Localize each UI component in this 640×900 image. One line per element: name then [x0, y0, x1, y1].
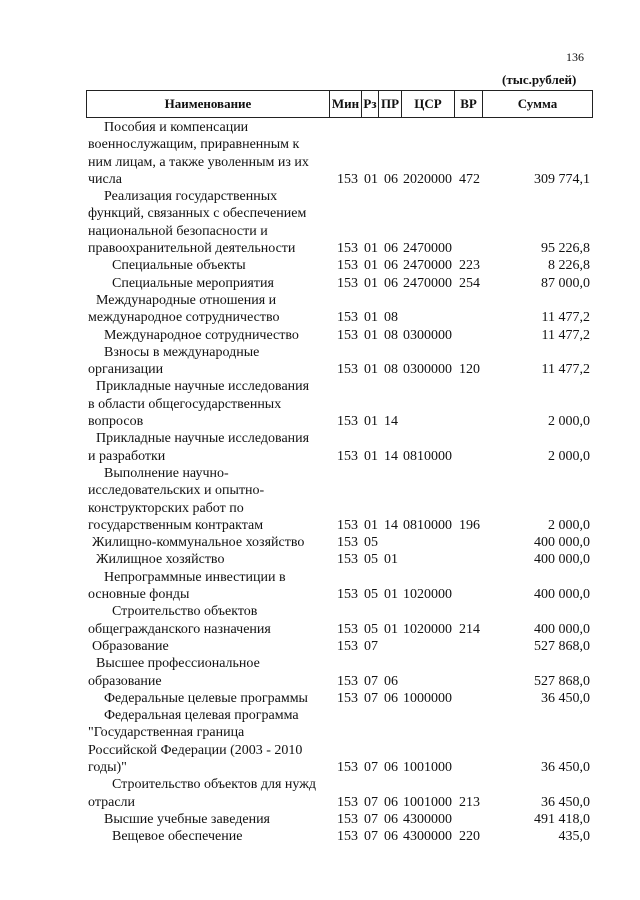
row-name — [88, 188, 334, 257]
code-rz: 01 — [364, 517, 378, 533]
code-vr: 214 — [459, 621, 480, 637]
code-csr: 2470000 — [403, 275, 452, 291]
code-pr: 06 — [384, 241, 398, 257]
row-sum: 2 000,0 — [548, 414, 590, 430]
code-rz: 01 — [364, 258, 378, 274]
row-name-line: Прикладные научные исследования — [96, 431, 310, 447]
row-name-line: общегражданского назначения — [88, 621, 271, 637]
header-sum: Сумма — [483, 91, 593, 118]
row-name-line: Международное сотрудничество — [104, 327, 299, 343]
row-sum: 11 477,2 — [541, 327, 590, 343]
table-row — [88, 188, 594, 257]
row-name-line: образование — [88, 673, 162, 689]
code-min: 153 — [337, 794, 358, 810]
code-pr: 08 — [384, 310, 398, 326]
row-name-line: Образование — [92, 638, 169, 654]
row-name-line: Пособия и компенсации — [104, 120, 249, 135]
row-name-line: "Государственная граница — [88, 725, 245, 741]
table-row — [88, 378, 594, 430]
code-rz: 05 — [364, 587, 378, 603]
row-name — [88, 257, 334, 274]
row-sum: 309 774,1 — [534, 171, 590, 187]
row-sum: 400 000,0 — [534, 621, 590, 637]
row-sum: 527 868,0 — [534, 638, 590, 654]
code-min: 153 — [337, 829, 358, 845]
table-row — [88, 551, 594, 568]
row-name — [88, 430, 334, 465]
row-codes — [337, 257, 480, 274]
row-name — [88, 828, 334, 845]
header-name: Наименование — [87, 91, 330, 118]
row-name-line: отрасли — [88, 794, 136, 810]
code-pr: 01 — [384, 552, 398, 568]
row-sum: 2 000,0 — [548, 448, 590, 464]
row-name — [88, 275, 334, 292]
code-min: 153 — [337, 552, 358, 568]
code-rz: 07 — [364, 829, 378, 845]
table-row — [88, 275, 594, 292]
row-codes — [337, 811, 459, 828]
code-pr: 06 — [384, 811, 398, 827]
code-rz: 07 — [364, 811, 378, 827]
table-row — [88, 828, 594, 845]
table-row — [88, 707, 594, 776]
code-rz: 07 — [364, 638, 378, 654]
code-csr: 2470000 — [403, 258, 452, 274]
row-name-line: Строительство объектов для нужд — [112, 777, 317, 793]
units-label: (тыс.рублей) — [502, 72, 577, 87]
row-codes — [337, 275, 480, 292]
code-min: 153 — [337, 414, 358, 430]
row-name-line: Строительство объектов — [112, 604, 258, 620]
row-name-line: Непрограммные инвестиции в — [104, 569, 286, 585]
code-min: 153 — [337, 621, 358, 637]
row-name-line: Специальные мероприятия — [112, 275, 274, 291]
table-header — [86, 90, 592, 118]
row-codes — [337, 621, 480, 638]
code-pr: 06 — [384, 275, 398, 291]
code-min: 153 — [337, 587, 358, 603]
row-codes — [337, 517, 480, 534]
row-codes — [337, 171, 480, 188]
code-min: 153 — [337, 759, 358, 775]
row-codes — [337, 413, 459, 430]
row-sum: 491 418,0 — [534, 811, 590, 827]
code-csr: 1000000 — [403, 690, 452, 706]
code-csr: 0810000 — [403, 448, 452, 464]
row-sum: 36 450,0 — [541, 690, 590, 706]
table-row — [88, 119, 594, 188]
row-name-line: числа — [88, 171, 122, 187]
row-name-line: и разработки — [88, 448, 166, 464]
row-name — [88, 690, 334, 707]
row-sum: 8 226,8 — [548, 258, 590, 274]
table-row — [88, 811, 594, 828]
row-name-line: вопросов — [88, 414, 144, 430]
row-sum: 87 000,0 — [541, 275, 590, 291]
code-rz: 01 — [364, 171, 378, 187]
code-pr: 08 — [384, 327, 398, 343]
row-name-line: Жилищно-коммунальное хозяйство — [92, 535, 305, 551]
row-name-line: Жилищное хозяйство — [96, 552, 225, 568]
code-rz: 05 — [364, 621, 378, 637]
row-name — [88, 638, 334, 655]
row-sum: 95 226,8 — [541, 241, 590, 257]
code-rz: 01 — [364, 414, 378, 430]
code-pr: 06 — [384, 258, 398, 274]
code-rz: 07 — [364, 673, 378, 689]
code-csr: 0300000 — [403, 327, 452, 343]
code-rz: 07 — [364, 690, 378, 706]
code-vr: 220 — [459, 829, 480, 845]
row-name-line: Высшее профессиональное — [96, 656, 260, 672]
code-rz: 01 — [364, 310, 378, 326]
row-sum: 11 477,2 — [541, 362, 590, 378]
row-name-line: Выполнение научно- — [104, 465, 229, 481]
code-vr: 196 — [459, 517, 480, 533]
table-row — [88, 638, 594, 655]
row-name-line: Федеральная целевая программа — [104, 708, 299, 724]
code-pr: 06 — [384, 171, 398, 187]
row-name-line: Высшие учебные заведения — [104, 811, 270, 827]
row-name — [88, 655, 334, 690]
row-sum: 435,0 — [558, 829, 590, 845]
page-number: 136 — [566, 50, 584, 64]
row-name-line: Специальные объекты — [112, 258, 246, 274]
row-name-line: Вещевое обеспечение — [112, 829, 243, 845]
code-pr: 08 — [384, 362, 398, 378]
table-row — [88, 430, 594, 465]
row-name-line: правоохранительной деятельности — [88, 241, 296, 257]
row-sum: 527 868,0 — [534, 673, 590, 689]
row-name-line: национальной безопасности и — [88, 223, 268, 239]
row-codes — [337, 361, 480, 378]
code-rz: 07 — [364, 794, 378, 810]
code-csr: 1001000 — [403, 759, 452, 775]
code-pr: 01 — [384, 621, 398, 637]
row-name-line: государственным контрактам — [88, 517, 264, 533]
code-rz: 05 — [364, 552, 378, 568]
row-name-line: основные фонды — [88, 587, 190, 603]
code-vr: 213 — [459, 794, 480, 810]
row-name — [88, 551, 334, 568]
code-min: 153 — [337, 362, 358, 378]
row-name — [88, 811, 334, 828]
code-min: 153 — [337, 327, 358, 343]
code-min: 153 — [337, 275, 358, 291]
code-csr: 1020000 — [403, 587, 452, 603]
code-csr: 4300000 — [403, 811, 452, 827]
code-vr: 472 — [459, 171, 480, 187]
row-sum: 400 000,0 — [534, 587, 590, 603]
table-row — [88, 569, 594, 604]
code-min: 153 — [337, 811, 358, 827]
header-vr: ВР — [455, 91, 483, 118]
code-csr: 0810000 — [403, 517, 452, 533]
row-name — [88, 707, 334, 776]
row-name — [88, 292, 334, 327]
row-name — [88, 603, 334, 638]
row-sum: 36 450,0 — [541, 759, 590, 775]
row-codes — [337, 448, 459, 465]
code-csr: 0300000 — [403, 362, 452, 378]
row-codes — [337, 586, 459, 603]
code-pr: 14 — [384, 517, 398, 533]
row-name — [88, 465, 334, 534]
row-name — [88, 569, 334, 604]
table-row — [88, 534, 594, 551]
row-codes — [337, 534, 459, 551]
code-rz: 01 — [364, 448, 378, 464]
row-name — [88, 378, 334, 430]
row-name — [88, 534, 334, 551]
code-min: 153 — [337, 638, 358, 654]
row-name-line: ним лицам, а также уволенным из их — [88, 154, 309, 170]
code-rz: 01 — [364, 241, 378, 257]
code-vr: 120 — [459, 362, 480, 378]
code-min: 153 — [337, 673, 358, 689]
row-name — [88, 776, 334, 811]
code-min: 153 — [337, 448, 358, 464]
table-row — [88, 776, 594, 811]
row-codes — [337, 551, 459, 568]
row-name-line: Федеральные целевые программы — [104, 690, 308, 706]
row-codes — [337, 794, 480, 811]
row-name — [88, 344, 334, 379]
code-min: 153 — [337, 517, 358, 533]
code-min: 153 — [337, 310, 358, 326]
code-pr: 06 — [384, 690, 398, 706]
code-pr: 06 — [384, 794, 398, 810]
code-pr: 06 — [384, 759, 398, 775]
code-csr: 4300000 — [403, 829, 452, 845]
table-row — [88, 690, 594, 707]
header-rz: Рз — [362, 91, 379, 118]
code-rz: 05 — [364, 535, 378, 551]
code-pr: 06 — [384, 673, 398, 689]
row-name-line: Международные отношения и — [96, 292, 277, 308]
row-name-line: военнослужащим, приравненным к — [88, 137, 300, 153]
table-row — [88, 344, 594, 379]
row-name-line: в области общегосударственных — [88, 396, 282, 412]
code-vr: 254 — [459, 275, 480, 291]
row-codes — [337, 690, 459, 707]
row-codes — [337, 240, 459, 257]
row-sum: 400 000,0 — [534, 535, 590, 551]
row-sum: 11 477,2 — [541, 310, 590, 326]
row-codes — [337, 673, 459, 690]
code-min: 153 — [337, 690, 358, 706]
budget-table-body — [88, 119, 594, 845]
header-min: Мин — [330, 91, 362, 118]
code-rz: 01 — [364, 275, 378, 291]
row-codes — [337, 309, 459, 326]
code-min: 153 — [337, 241, 358, 257]
row-name — [88, 327, 334, 344]
row-name-line: Прикладные научные исследования — [96, 379, 310, 395]
code-csr: 2020000 — [403, 171, 452, 187]
code-min: 153 — [337, 258, 358, 274]
row-sum: 400 000,0 — [534, 552, 590, 568]
code-pr: 01 — [384, 587, 398, 603]
table-row — [88, 327, 594, 344]
table-row — [88, 603, 594, 638]
code-rz: 07 — [364, 759, 378, 775]
code-csr: 1020000 — [403, 621, 452, 637]
row-name-line: международное сотрудничество — [88, 310, 280, 326]
header-csr: ЦСР — [402, 91, 455, 118]
row-name-line: исследовательских и опытно- — [88, 483, 265, 499]
table-row — [88, 655, 594, 690]
code-pr: 06 — [384, 829, 398, 845]
row-name-line: Взносы в международные — [104, 344, 260, 360]
row-codes — [337, 828, 480, 845]
code-vr: 223 — [459, 258, 480, 274]
row-codes — [337, 327, 459, 344]
code-min: 153 — [337, 535, 358, 551]
code-pr: 14 — [384, 448, 398, 464]
row-sum: 2 000,0 — [548, 517, 590, 533]
row-name-line: Российской Федерации (2003 - 2010 — [88, 742, 303, 758]
table-row — [88, 465, 594, 534]
row-name-line: Реализация государственных — [104, 189, 278, 205]
code-min: 153 — [337, 171, 358, 187]
row-name-line: годы)" — [88, 759, 127, 775]
code-pr: 14 — [384, 414, 398, 430]
row-name — [88, 119, 334, 188]
row-codes — [337, 759, 459, 776]
code-csr: 2470000 — [403, 241, 452, 257]
code-rz: 01 — [364, 362, 378, 378]
row-name-line: организации — [88, 362, 164, 378]
code-csr: 1001000 — [403, 794, 452, 810]
row-codes — [337, 638, 459, 655]
row-sum: 36 450,0 — [541, 794, 590, 810]
table-row — [88, 292, 594, 327]
row-name-line: конструкторских работ по — [88, 500, 244, 516]
code-rz: 01 — [364, 327, 378, 343]
table-row — [88, 257, 594, 274]
row-name-line: функций, связанных с обеспечением — [88, 206, 307, 222]
header-pr: ПР — [379, 91, 402, 118]
